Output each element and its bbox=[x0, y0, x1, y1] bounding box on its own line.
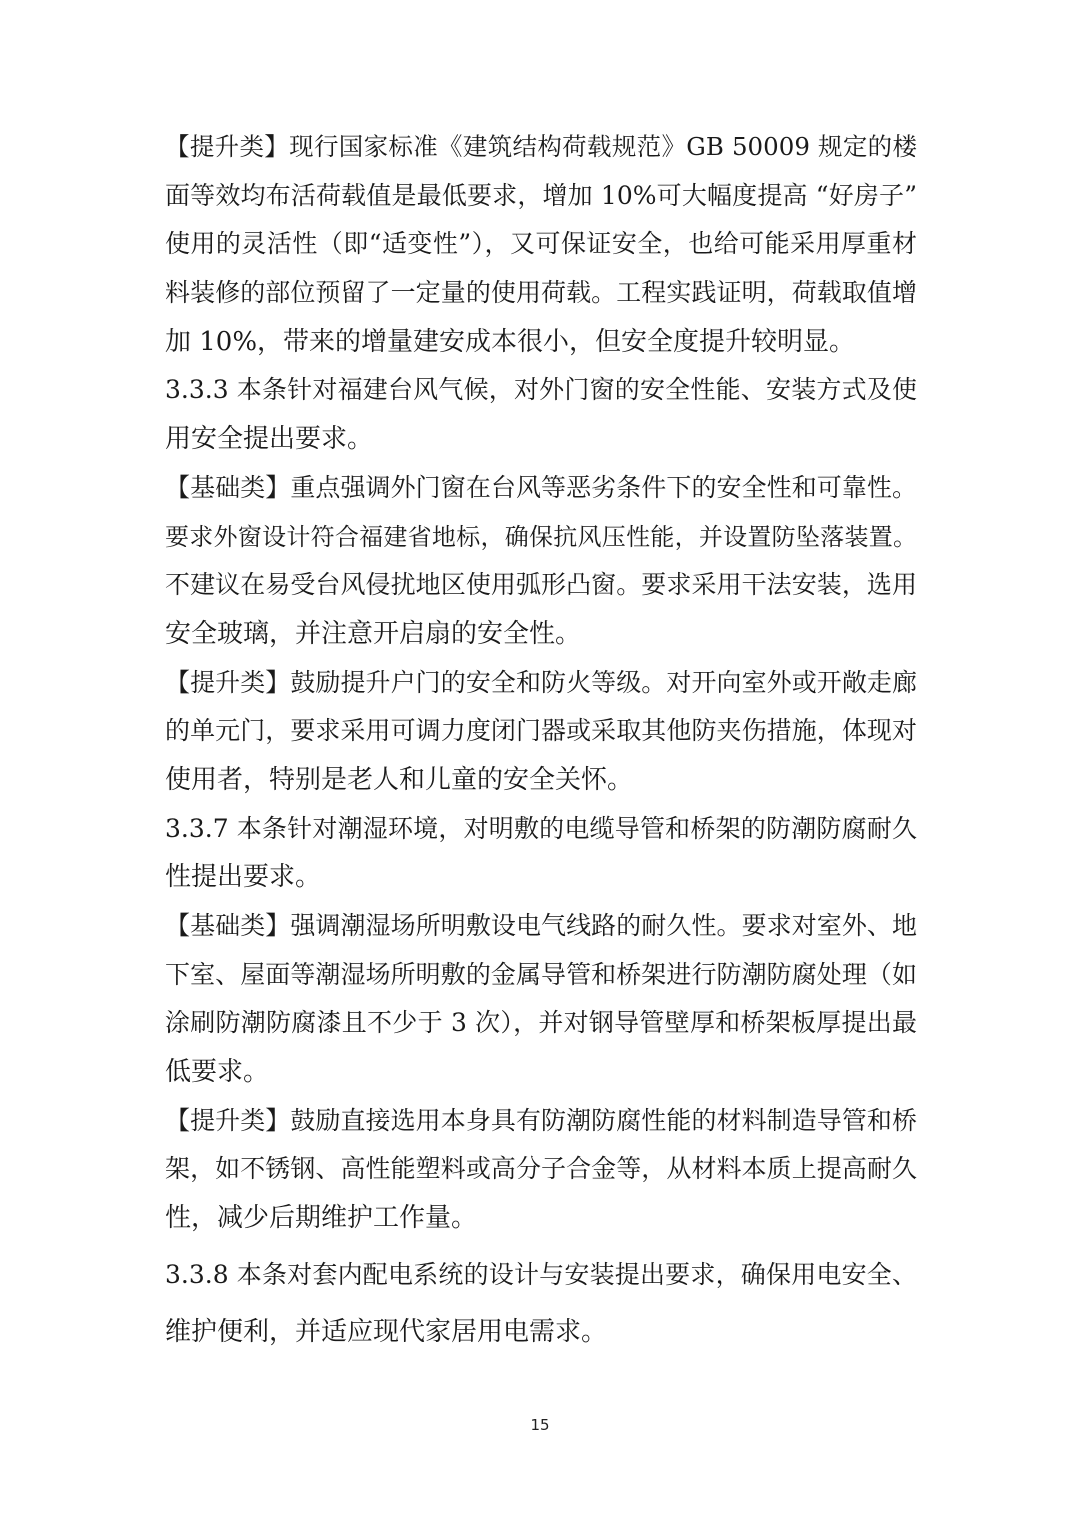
text-line: 性，减少后期维护工作量。 bbox=[165, 1203, 478, 1234]
text-line: 【提升类】现行国家标准《建筑结构荷载规范》GB 50009 规定的楼 bbox=[165, 132, 917, 161]
text-line: 低要求。 bbox=[165, 1057, 270, 1088]
text-line: 的单元门，要求采用可调力度闭门器或采取其他防夹伤措施，体现对 bbox=[165, 716, 917, 746]
body-text bbox=[165, 123, 917, 1356]
section-heading-3-3-8: 3.3.8 本条对套内配电系统的设计与安装提出要求，确保用电安全、 bbox=[165, 1259, 917, 1289]
text-line: 料装修的部位预留了一定量的使用荷载。工程实践证明，荷载取值增 bbox=[165, 278, 917, 308]
page-number: 15 bbox=[530, 1416, 550, 1434]
text-line: 用安全提出要求。 bbox=[165, 424, 374, 455]
text-line: 加 10%，带来的增量建安成本很小，但安全度提升较明显。 bbox=[165, 326, 856, 357]
text-line: 【基础类】强调潮湿场所明敷设电气线路的耐久性。要求对室外、地 bbox=[165, 911, 917, 940]
text-line: 涂刷防潮防腐漆且不少于 3 次），并对钢导管壁厚和桥架板厚提出最 bbox=[165, 1008, 917, 1038]
text-line: 下室、屋面等潮湿场所明敷的金属导管和桥架进行防潮防腐处理（如 bbox=[165, 959, 917, 989]
text-line: 不建议在易受台风侵扰地区使用弧形凸窗。要求采用干法安装，选用 bbox=[165, 570, 917, 600]
text-line: 【基础类】重点强调外门窗在台风等恶劣条件下的安全性和可靠性。 bbox=[165, 472, 917, 502]
text-line: 使用的灵活性（即“适变性”），又可保证安全，也给可能采用厚重材 bbox=[165, 229, 917, 259]
text-line: 使用者，特别是老人和儿童的安全关怀。 bbox=[165, 764, 634, 795]
text-line: 【提升类】鼓励直接选用本身具有防潮防腐性能的材料制造导管和桥 bbox=[165, 1105, 917, 1135]
text-line: 面等效均布活荷载值是最低要求，增加 10%可大幅度提高 “好房子” bbox=[165, 180, 917, 210]
text-line: 性提出要求。 bbox=[165, 862, 322, 893]
section-heading-3-3-7: 3.3.7 本条针对潮湿环境，对明敷的电缆导管和桥架的防潮防腐耐久 bbox=[165, 813, 917, 843]
text-line: 安全玻璃，并注意开启扇的安全性。 bbox=[165, 618, 582, 649]
section-heading-3-3-3: 3.3.3 本条针对福建台风气候，对外门窗的安全性能、安装方式及使 bbox=[165, 375, 917, 405]
text-line: 要求外窗设计符合福建省地标，确保抗风压性能，并设置防坠落装置。 bbox=[165, 522, 917, 551]
text-line: 架，如不锈钢、高性能塑料或高分子合金等，从材料本质上提高耐久 bbox=[165, 1154, 917, 1184]
text-line: 维护便利，并适应现代家居用电需求。 bbox=[165, 1316, 608, 1347]
text-line: 【提升类】鼓励提升户门的安全和防火等级。对开向室外或开敞走廊 bbox=[165, 667, 917, 697]
